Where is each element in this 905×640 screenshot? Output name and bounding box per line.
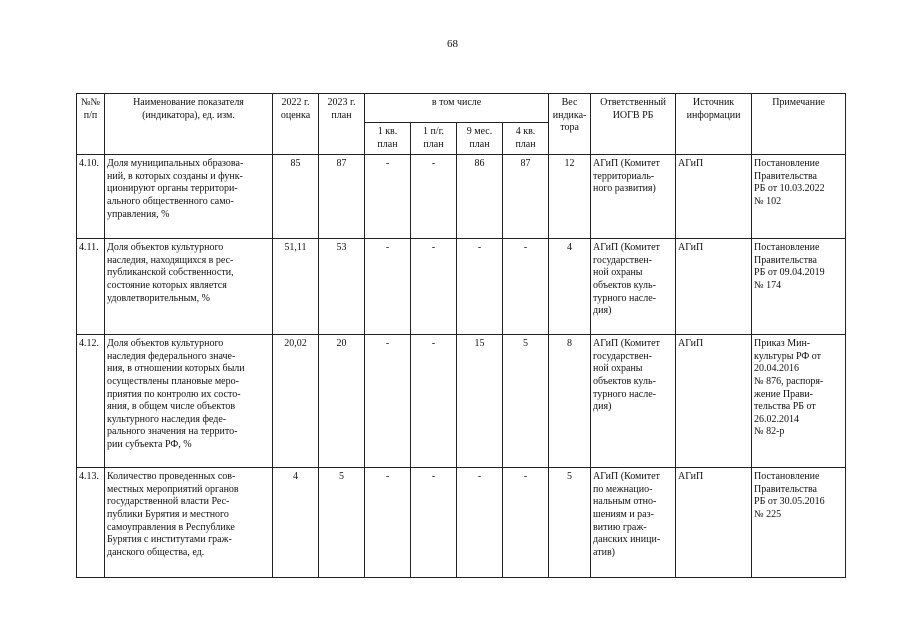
header-h1: 1 п/г. план — [411, 123, 457, 155]
row-source: АГиП — [676, 468, 752, 578]
row-responsible: АГиП (Комитет по межнацио- нальным отно- шениям и раз- витию граж- данских иници- атив) — [591, 468, 676, 578]
header-including: в том числе — [365, 94, 549, 123]
row-num: 4.13. — [77, 468, 105, 578]
table-row — [77, 155, 846, 239]
row-weight: 8 — [549, 335, 591, 468]
row-q1: - — [365, 155, 411, 239]
row-q4: - — [503, 468, 549, 578]
row-responsible: АГиП (Комитет государствен- ной охраны объектов куль- турного насле- дия) — [591, 239, 676, 335]
row-q4: 87 — [503, 155, 549, 239]
row-name: Доля объектов культурного наследия федерального значе- ния, в отношении которых были осуществлены плановые меро- приятия по контролю их состо- яния, в общем числе объектов культурного наследия феде- рального значения на террито- рии субъекта РФ, % — [105, 335, 273, 468]
row-note: Постановление Правительства РБ от 30.05.2016 № 225 — [752, 468, 846, 578]
row-2022: 85 — [273, 155, 319, 239]
header-num: №№ п/п — [77, 94, 105, 155]
header-note: Примечание — [752, 94, 846, 155]
header-2022: 2022 г. оценка — [273, 94, 319, 155]
row-2023: 5 — [319, 468, 365, 578]
row-2022: 4 — [273, 468, 319, 578]
row-note: Приказ Мин- культуры РФ от 20.04.2016 № 876, распоря- жение Прави- тельства РБ от 26.02.2014 № 82-р — [752, 335, 846, 468]
header-source: Источник информации — [676, 94, 752, 155]
header-responsible: Ответственный ИОГВ РБ — [591, 94, 676, 155]
row-name: Доля объектов культурного наследия, находящихся в рес- публиканской собственности, состояние которых является удовлетворительным, % — [105, 239, 273, 335]
header-q1: 1 кв. план — [365, 123, 411, 155]
row-9m: - — [457, 468, 503, 578]
row-q4: 5 — [503, 335, 549, 468]
row-h1: - — [411, 155, 457, 239]
row-source: АГиП — [676, 335, 752, 468]
row-2022: 51,11 — [273, 239, 319, 335]
row-weight: 4 — [549, 239, 591, 335]
row-q4: - — [503, 239, 549, 335]
row-h1: - — [411, 239, 457, 335]
row-weight: 5 — [549, 468, 591, 578]
row-num: 4.12. — [77, 335, 105, 468]
row-2023: 53 — [319, 239, 365, 335]
row-num: 4.11. — [77, 239, 105, 335]
row-9m: 15 — [457, 335, 503, 468]
row-h1: - — [411, 468, 457, 578]
table-row — [77, 468, 846, 578]
row-num: 4.10. — [77, 155, 105, 239]
row-source: АГиП — [676, 239, 752, 335]
row-responsible: АГиП (Комитет государствен- ной охраны объектов куль- турного насле- дия) — [591, 335, 676, 468]
row-source: АГиП — [676, 155, 752, 239]
row-9m: 86 — [457, 155, 503, 239]
row-2023: 20 — [319, 335, 365, 468]
row-name: Доля муниципальных образова- ний, в которых созданы и функ- ционируют органы территори- ального общественного само- управления, % — [105, 155, 273, 239]
header-2023: 2023 г. план — [319, 94, 365, 155]
row-responsible: АГиП (Комитет территориаль- ного развития) — [591, 155, 676, 239]
row-q1: - — [365, 468, 411, 578]
row-h1: - — [411, 335, 457, 468]
header-9m: 9 мес. план — [457, 123, 503, 155]
row-2023: 87 — [319, 155, 365, 239]
row-q1: - — [365, 239, 411, 335]
table-row — [77, 239, 846, 335]
row-note: Постановление Правительства РБ от 10.03.2022 № 102 — [752, 155, 846, 239]
row-name: Количество проведенных сов- местных мероприятий органов государственной власти Рес- публики Бурятия и местного самоуправления в Республике Бурятия с институтами граж- данского общества, ед. — [105, 468, 273, 578]
header-weight: Вес индика- тора — [549, 94, 591, 155]
indicators-table — [76, 93, 846, 578]
row-q1: - — [365, 335, 411, 468]
row-note: Постановление Правительства РБ от 09.04.2019 № 174 — [752, 239, 846, 335]
row-2022: 20,02 — [273, 335, 319, 468]
row-weight: 12 — [549, 155, 591, 239]
header-name: Наименование показателя (индикатора), ед. изм. — [105, 94, 273, 155]
row-9m: - — [457, 239, 503, 335]
table-row — [77, 335, 846, 468]
header-q4: 4 кв. план — [503, 123, 549, 155]
page-number: 68 — [447, 38, 458, 50]
